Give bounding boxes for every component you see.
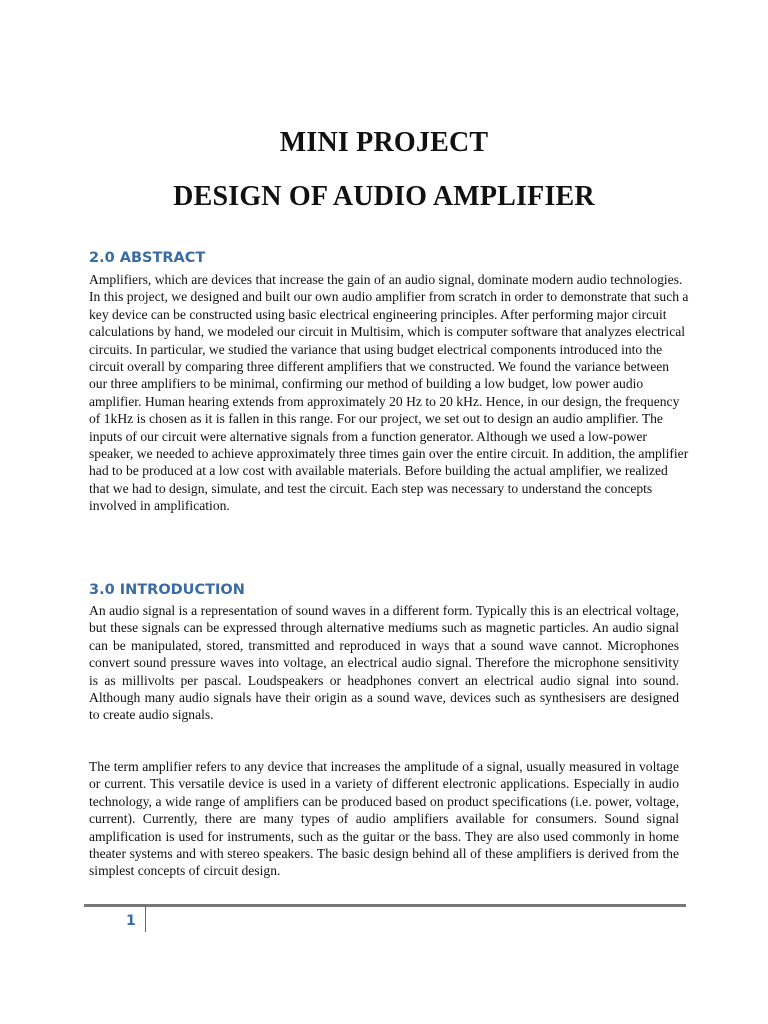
section-heading-abstract: 2.0 ABSTRACT <box>89 250 206 266</box>
footer-divider <box>84 904 686 907</box>
document-subtitle: DESIGN OF AUDIO AMPLIFIER <box>173 181 595 212</box>
section-heading-introduction: 3.0 INTRODUCTION <box>89 582 245 598</box>
abstract-paragraph: Amplifiers, which are devices that increase the gain of an audio signal, dominate modern audio technologies. In this project, we designed and built our own audio amplifier from scratch in order to demonstrate that such a key device can be constructed using basic electrical engineering principles. After performing major circuit calculations by hand, we modeled our circuit in Multisim, which is computer software that analyzes electrical circuits. In particular, we studied the variance that using budget electrical components introduced into the circuit overall by comparing three different amplifiers that we constructed. We found the variance between our three amplifiers to be minimal, confirming our method of building a low budget, low power audio amplifier. Human hearing extends from approximately 20 Hz to 20 kHz. Hence, in our design, the frequency of 1kHz is chosen as it is fallen in this range. For our project, we set out to design an audio amplifier. The inputs of our circuit were alternative signals from a function generator. Although we used a low-power speaker, we needed to achieve approximately three times gain over the entire circuit. In addition, the amplifier had to be produced at a low cost with available materials. Before building the actual amplifier, we realized that we had to design, simulate, and test the circuit. Each step was necessary to understand the concepts involved in amplification. <box>89 272 689 514</box>
document-title: MINI PROJECT <box>279 127 489 158</box>
introduction-paragraph-2: The term amplifier refers to any device that increases the amplitude of a signal, usually measured in voltage or current. This versatile device is used in a variety of different electronic applications. Especially in audio technology, a wide range of amplifiers can be produced based on product specifications (i.e. power, voltage, current). Currently, there are many types of audio amplifiers available for consumers. Sound signal amplification is used for instruments, such as the guitar or the bass. They are also used commonly in home theater systems and with stereo speakers. The basic design behind all of these amplifiers is derived from the simplest concepts of circuit design. <box>89 759 679 879</box>
page-number-separator <box>145 905 146 932</box>
introduction-paragraph-1: An audio signal is a representation of sound waves in a different form. Typically this is an electrical voltage, but these signals can be expressed through alternative mediums such as magnetic particles. An audio signal can be manipulated, stored, transmitted and reproduced in ways that a sound wave cannot. Microphones convert sound pressure waves into voltage, an electrical audio signal. Therefore the microphone sensitivity is as millivolts per pascal. Loudspeakers or headphones convert an electrical audio signal into sound. Although many audio signals have their origin as a sound wave, devices such as synthesisers are designed to create audio signals. <box>89 603 679 723</box>
page-number: 1 <box>126 913 136 929</box>
